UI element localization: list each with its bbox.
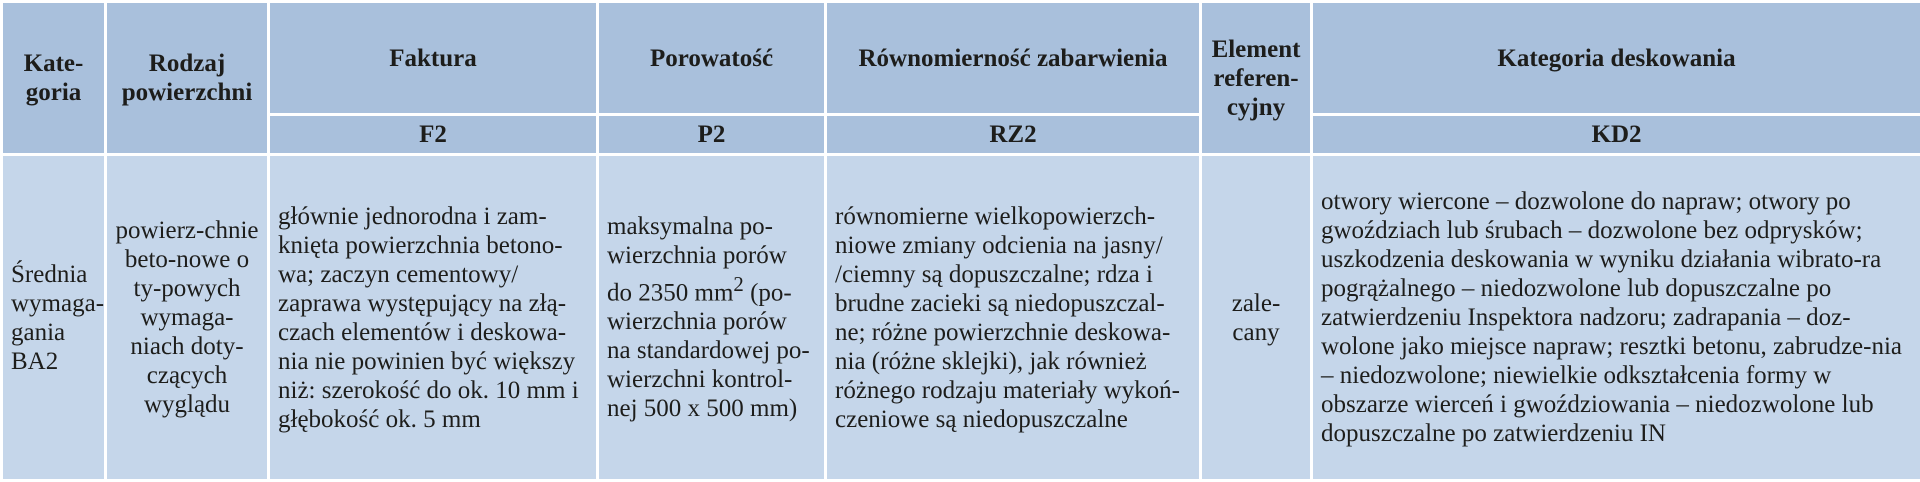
header-faktura: Faktura xyxy=(269,2,598,115)
cell-rodzaj-powierzchni: powierz-chnie beto-nowe o ty-powych wymaga-niach doty-czących wyglądu xyxy=(106,155,269,481)
header-rownomiernosc: Równomierność zabarwienia xyxy=(826,2,1201,115)
data-row xyxy=(2,155,1920,481)
header-kategoria-deskowania: Kategoria deskowania xyxy=(1312,2,1920,115)
code-deskowanie: KD2 xyxy=(1312,115,1920,155)
cell-kategoria: Średnia wymaga-gania BA2 xyxy=(2,155,106,481)
code-faktura: F2 xyxy=(269,115,598,155)
code-porowatosc: P2 xyxy=(598,115,826,155)
header-porowatosc: Porowatość xyxy=(598,2,826,115)
porowatosc-text: maksymalna po-wierzchnia porów do 2350 mm xyxy=(607,212,787,307)
cell-element-referencyjny: zale-cany xyxy=(1201,155,1312,481)
code-rownomiernosc: RZ2 xyxy=(826,115,1201,155)
code-row xyxy=(2,115,1920,155)
porowatosc-superscript: 2 xyxy=(733,271,744,296)
cell-porowatosc xyxy=(598,155,826,481)
cell-rownomiernosc: równomierne wielkopowierzch-niowe zmiany odcienia na jasny/ /ciemny są dopuszczalne; rdza i brudne zacieki są niedopuszczal-ne; różne powierzchnie deskowa-nia (różne sklejki), jak również różnego rodzaju materiały wykoń-czeniowe są niedopuszczalne xyxy=(826,155,1201,481)
header-rodzaj-powierzchni: Rodzaj powierzchni xyxy=(106,2,269,155)
porowatosc-text-tail: (po-wierzchnia porów na standardowej po-wierzchni kontrol-nej 500 x 500 mm) xyxy=(607,279,810,423)
cell-kategoria-deskowania: otwory wiercone – dozwolone do napraw; otwory po gwoździach lub śrubach – dozwolone bez odprysków; uszkodzenia deskowania w wyniku działania wibrato-ra pogrążalnego – niedozwolone lub dopuszczalne po zatwierdzeniu Inspektora nadzoru; zadrapania – doz-wolone jako miejsce napraw; resztki betonu, zabrudze-nia – niedozwolone; niewielkie odkształcenia formy w obszarze wierceń i gwoździowania – niedozwolone lub dopuszczalne po zatwierdzeniu IN xyxy=(1312,155,1920,481)
header-row xyxy=(2,2,1920,115)
header-kategoria: Kate-goria xyxy=(2,2,106,155)
cell-faktura: głównie jednorodna i zam-knięta powierzchnia betono-wa; zaczyn cementowy/ zaprawa występujący na złą-czach elementów i deskowa-nia nie powinien być większy niż: szerokość do ok. 10 mm i głębokość ok. 5 mm xyxy=(269,155,598,481)
header-element-referencyjny: Element referen-cyjny xyxy=(1201,2,1312,155)
